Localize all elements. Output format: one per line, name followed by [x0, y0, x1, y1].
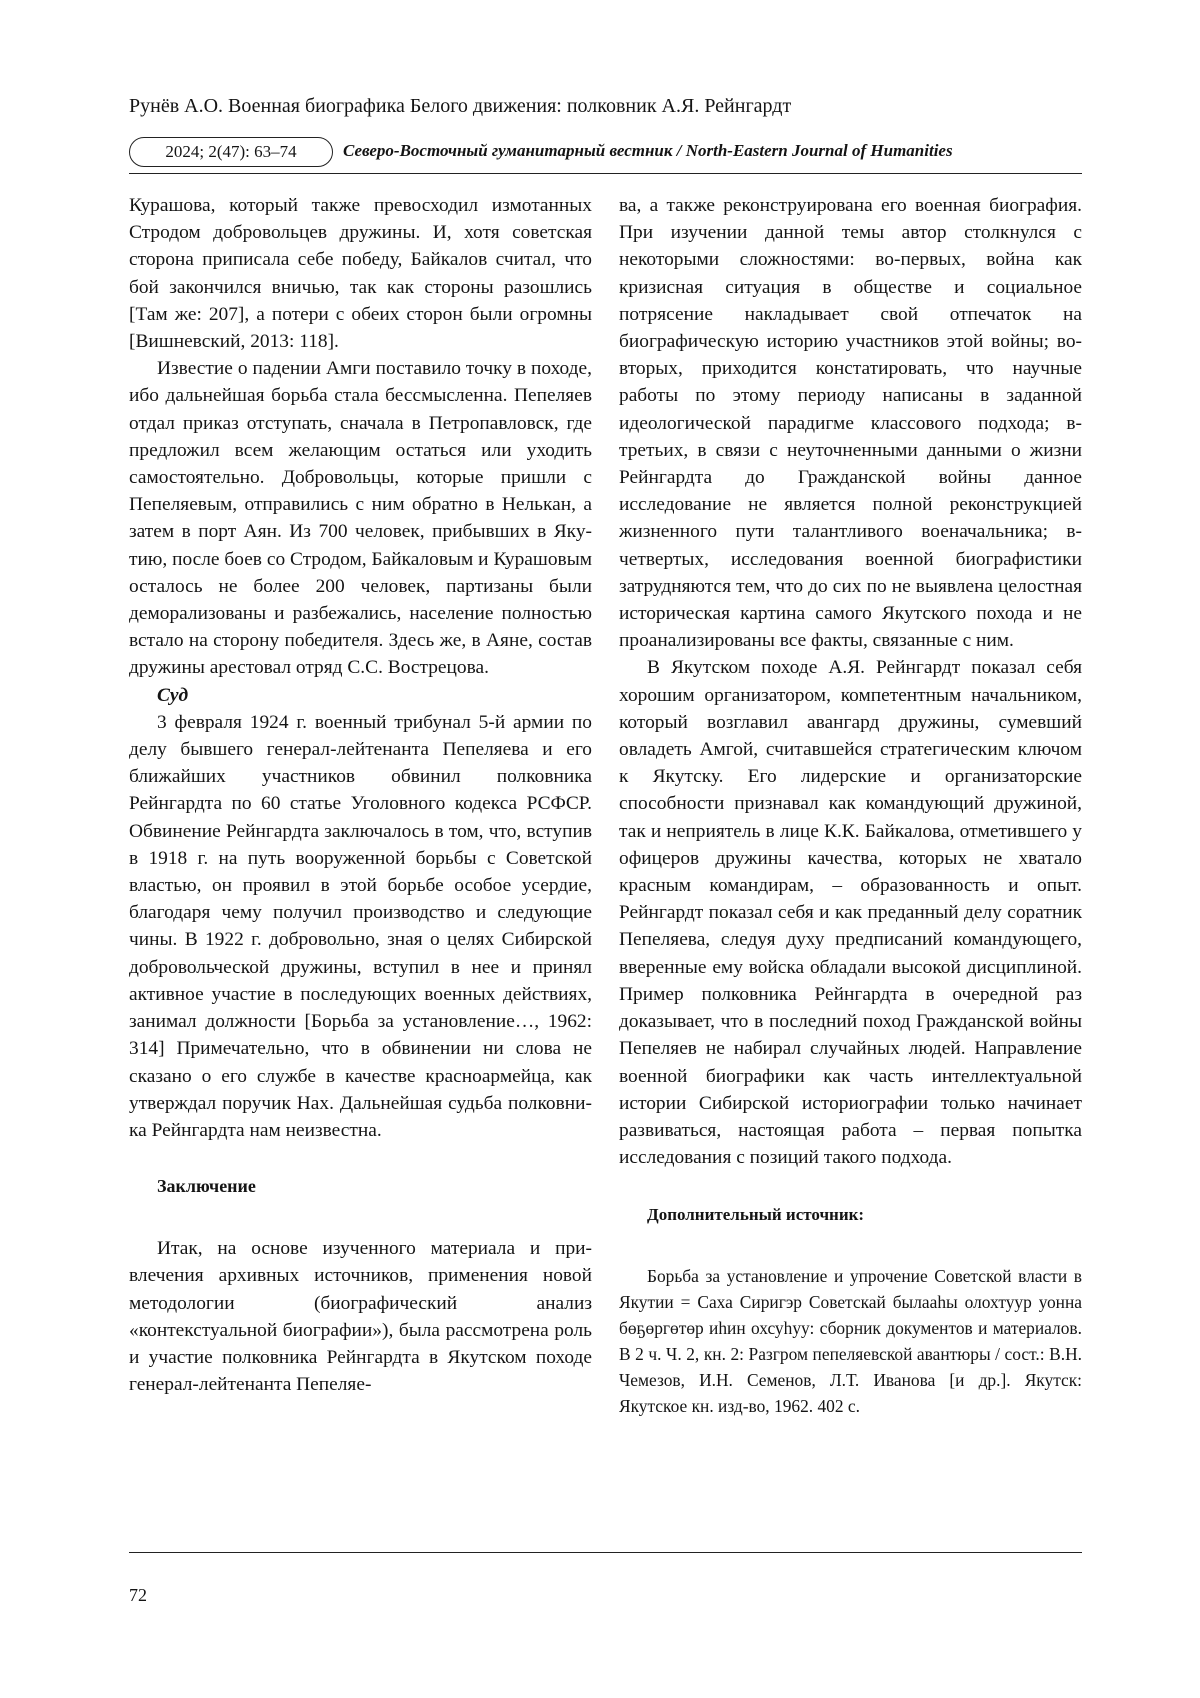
running-head: Рунёв А.О. Военная биографика Белого движения: полковник А.Я. Рейнгардт — [129, 95, 792, 117]
reference-entry: Борьба за установление и упрочение Советской власти в Якутии = Саха Сиригэр Советскай былааһы олохтуур уонна бөҕөргөтөр иһин охсуһуу: сборник документов и материалов. В 2 ч. Ч. 2, кн. 2: Разгром пепеляевской авантюры / сост.: В.Н. Чемезов, И.Н. Семенов, Л.Т. Иванова [и др.]. Якутск: Якутское кн. изд-во, 1962. 402 с. — [619, 1266, 1082, 1417]
paragraph: ва, а также реконструирована его военная биография. При изучении данной темы автор столкнулся с некоторыми сложностями: во-первых, война как кризисная ситуация в обществе и социальное потрясение накладывает свой отпечаток на биографическую историю участников этой войны; во-вторых, приходится констатировать, что научные работы по этому периоду написаны в заданной идеологической парадигме классового подхода; в-третьих, в связи с неуточненными данными о жизни Рейнгардта до Гражданской войны данное исследование не является полной реконструкцией жизненного пути талантливого военачальника; в-четвертых, исследования военной биографистики затрудняются тем, что до сих по не выявлена целостная историческая картина самого Якутского похода и не проанализированы все факты, связанные с ним. — [619, 195, 1082, 652]
right-column — [619, 192, 1082, 1419]
paragraph: В Якутском походе А.Я. Рейнгардт показал себя хорошим организатором, компетентным начальником, который возглавил авангард дружины, сумевший овладеть Амгой, считавшейся стратегическим ключом к Якутску. Его лидерские и организаторские способности признавал как командующий дружиной, так и неприятель в лице К.К. Байкалова, отметившего у офицеров дружины качества, которых не хватало красным командирам, – образованность и опыт. Рейнгардт показал себя и как преданный делу соратник Пепеляева, следуя духу предписаний командующего, вверенные ему войска обладали высокой дисциплиной. Пример полковника Рейнгардта в очередной раз доказывает, что в последний поход Гражданской войны Пепеляев не набирал случайных людей. Направление военной биографики как часть интеллектуальной истории Сибирской историографии только начинает развиваться, настоящая работа – первая попытка исследования с позиций такого подхода. — [619, 657, 1082, 1169]
paragraph: 3 февраля 1924 г. военный трибунал 5-й армии по делу бывшего генерал-лейтенанта Пепеляева и его ближайших участников обвинил полковника Рейнгардта по 60 статье Уголовного кодекса РСФСР. Обвинение Рейнгардта заключалось в том, что, вступив в 1918 г. на путь вооруженной борьбы с Советской властью, он проявил в этой борьбе особое усердие, благодаря чему получил производство и следующие чины. В 1922 г. добровольно, зная о целях Сибирской добровольческой дружины, вступил в нее и принял активное участие в последующих военных действиях, занимал должности [Борьба за установление…, 1962: 314] Примечательно, что в обвинении ни слова не сказано о его службе в качестве красноармейца, как утверждал поручик Нах. Дальнейшая судьба полковника Рейнгардта нам неизвестна. — [129, 711, 592, 1141]
paragraph: Итак, на основе изученного материала и привлечения архивных источников, применения новой методологии (биографический анализ «контекстуальной биографии»), была рассмотрена роль и участие полковника Рейнгардта в Якутском походе генерал-лейтенанта Пепеляе- — [129, 1238, 592, 1396]
left-column — [129, 192, 592, 1398]
section-heading-sources: Дополнительный источник: — [647, 1205, 865, 1225]
page-number: 72 — [129, 1585, 147, 1605]
journal-title: Северо-Восточный гуманитарный вестник / North-Eastern Journal of Humanities — [343, 141, 953, 160]
footer-divider — [129, 1552, 1082, 1553]
header-divider — [129, 173, 1082, 174]
issue-badge: 2024; 2(47): 63–74 — [129, 137, 333, 167]
section-heading-conclusion: Заключение — [157, 1176, 256, 1197]
paragraph: Курашова, который также превосходил измотанных Стродом добровольцев дружины. И, хотя советская сторона приписала себе победу, Байкалов считал, что бой закончился вничью, так как стороны разошлись [Там же: 207], а потери с обеих сторон были огромны [Вишневский, 2013: 118]. — [129, 195, 592, 353]
paragraph: Известие о падении Амги поставило точку в походе, ибо дальнейшая борьба стала бессмысленна. Пепеляев отдал приказ отступать, сначала в Петропавловск, где предложил всем желающим остаться или уходить самостоятельно. Добровольцы, которые пришли с Пепеляевым, отправились с ним обратно в Нелькан, а затем в порт Аян. Из 700 человек, прибывших в Якутию, после боев со Стродом, Байкаловым и Курашовым осталось не более 200 человек, партизаны были деморализованы и разбежались, население полностью встало на сторону победителя. Здесь же, в Аяне, состав дружины арестовал отряд С.С. Вострецова. — [129, 358, 592, 679]
subsection-heading: Суд — [157, 684, 189, 706]
